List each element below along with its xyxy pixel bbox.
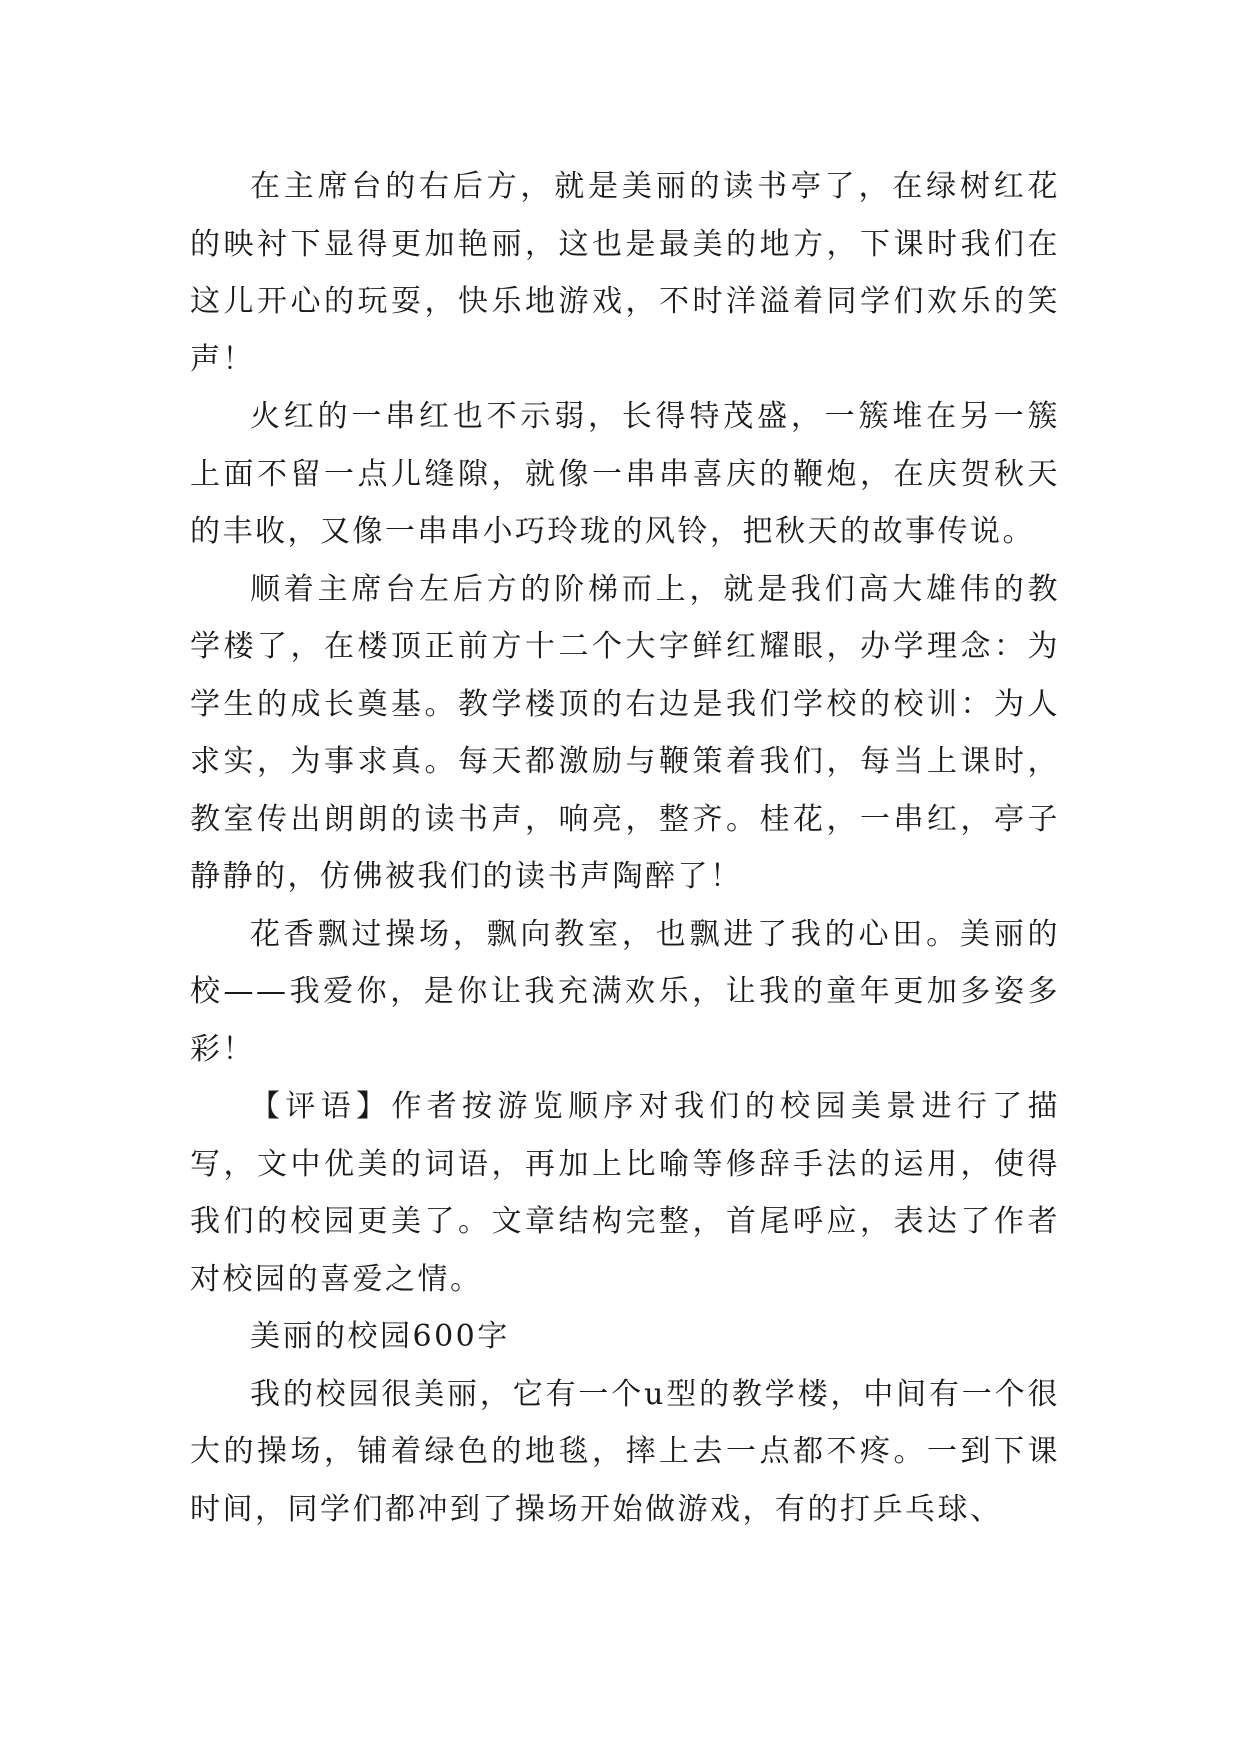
paragraph-comment: 【评语】作者按游览顺序对我们的校园美景进行了描写，文中优美的词语，再加上比喻等修辞手法的运用，使得我们的校园更美了。文章结构完整，首尾呼应，表达了作者对校园的喜爱之情。 bbox=[190, 1089, 1060, 1297]
paragraph-u-shaped-building: 我的校园很美丽，它有一个u型的教学楼，中间有一个很大的操场，铺着绿色的地毯，摔上去一点都不疼。一到下课时间，同学们都冲到了操场开始做游戏，有的打乒乓球、 bbox=[190, 1376, 1060, 1527]
section-title: 美丽的校园600字 bbox=[250, 1319, 510, 1354]
paragraph-salvia-flowers: 火红的一串红也不示弱，长得特茂盛，一簇堆在另一簇上面不留一点儿缝隙，就像一串串喜庆的鞭炮，在庆贺秋天的丰收，又像一串串小巧玲珑的风铃，把秋天的故事传说。 bbox=[190, 399, 1060, 549]
document-body bbox=[190, 158, 1060, 1538]
paragraph-reading-pavilion: 在主席台的右后方，就是美丽的读书亭了，在绿树红花的映衬下显得更加艳丽，这也是最美的地方，下课时我们在这儿开心的玩耍，快乐地游戏，不时洋溢着同学们欢乐的笑声！ bbox=[190, 169, 1060, 377]
paragraph-teaching-building: 顺着主席台左后方的阶梯而上，就是我们高大雄伟的教学楼了，在楼顶正前方十二个大字鲜红耀眼，办学理念：为学生的成长奠基。教学楼顶的右边是我们学校的校训：为人求实，为事求真。每天都激励与鞭策着我们，每当上课时，教室传出朗朗的读书声，响亮，整齐。桂花，一串红，亭子静静的，仿佛被我们的读书声陶醉了！ bbox=[190, 571, 1060, 894]
paragraph-flower-fragrance: 花香飘过操场，飘向教室，也飘进了我的心田。美丽的校——我爱你，是你让我充满欢乐，让我的童年更加多姿多彩！ bbox=[190, 916, 1060, 1067]
